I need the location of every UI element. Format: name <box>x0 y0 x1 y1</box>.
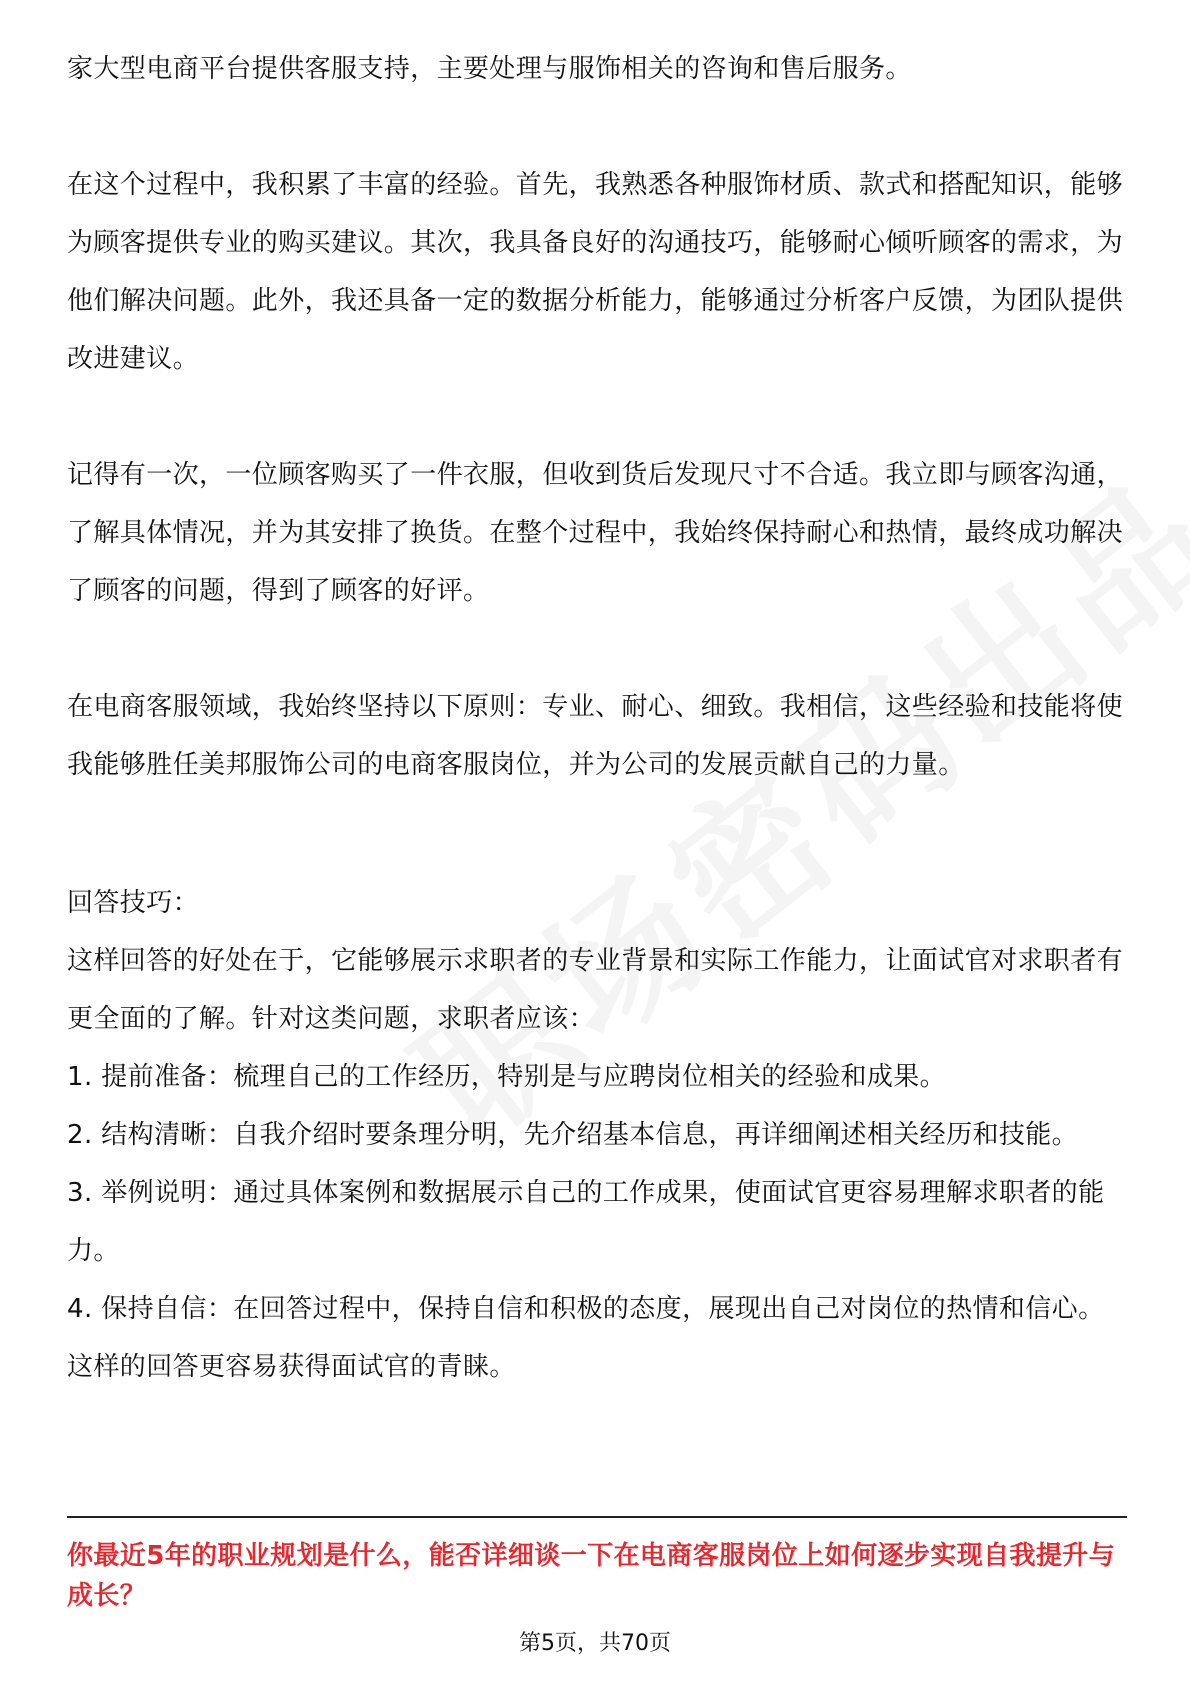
tips-heading: 回答技巧： <box>67 888 200 918</box>
page-number: 第5页，共70页 <box>519 1631 671 1656</box>
paragraph-gap <box>67 794 1127 852</box>
tips-item: 4. 保持自信：在回答过程中，保持自信和积极的态度，展现出自己对岗位的热情和信心。这样的回答更容易获得面试官的青睐。 <box>67 1294 1105 1382</box>
tips-item: 1. 提前准备：梳理自己的工作经历，特别是与应聘岗位相关的经验和成果。 <box>67 1062 947 1092</box>
paragraph-gap <box>67 98 1127 156</box>
paragraph-gap <box>67 620 1127 678</box>
paragraph-gap <box>67 388 1127 446</box>
paragraph-principles: 在电商客服领域，我始终坚持以下原则：专业、耐心、细致。我相信，这些经验和技能将使我能够胜任美邦服饰公司的电商客服岗位，并为公司的发展贡献自己的力量。 <box>67 692 1124 780</box>
section-divider <box>67 1516 1127 1518</box>
paragraph-intro-tail: 家大型电商平台提供客服支持，主要处理与服饰相关的咨询和售后服务。 <box>67 54 912 84</box>
paragraph-example: 记得有一次，一位顾客购买了一件衣服，但收到货后发现尺寸不合适。我立即与顾客沟通，了解具体情况，并为其安排了换货。在整个过程中，我始终保持耐心和热情，最终成功解决了顾客的问题，得到了顾客的好评。 <box>67 460 1124 606</box>
tips-intro: 这样回答的好处在于，它能够展示求职者的专业背景和实际工作能力，让面试官对求职者有更全面的了解。针对这类问题，求职者应该： <box>67 946 1124 1034</box>
next-question-title: 你最近5年的职业规划是什么，能否详细谈一下在电商客服岗位上如何逐步实现自我提升与成长？ <box>67 1541 1116 1611</box>
tips-item: 2. 结构清晰：自我介绍时要条理分明，先介绍基本信息，再详细阐述相关经历和技能。 <box>67 1120 1079 1150</box>
tips-item: 3. 举例说明：通过具体案例和数据展示自己的工作成果，使面试官更容易理解求职者的能力。 <box>67 1178 1105 1266</box>
answer-content <box>67 40 1127 1396</box>
paragraph-experience: 在这个过程中，我积累了丰富的经验。首先，我熟悉各种服饰材质、款式和搭配知识，能够为顾客提供专业的购买建议。其次，我具备良好的沟通技巧，能够耐心倾听顾客的需求，为他们解决问题。此外，我还具备一定的数据分析能力，能够通过分析客户反馈，为团队提供改进建议。 <box>67 170 1124 374</box>
